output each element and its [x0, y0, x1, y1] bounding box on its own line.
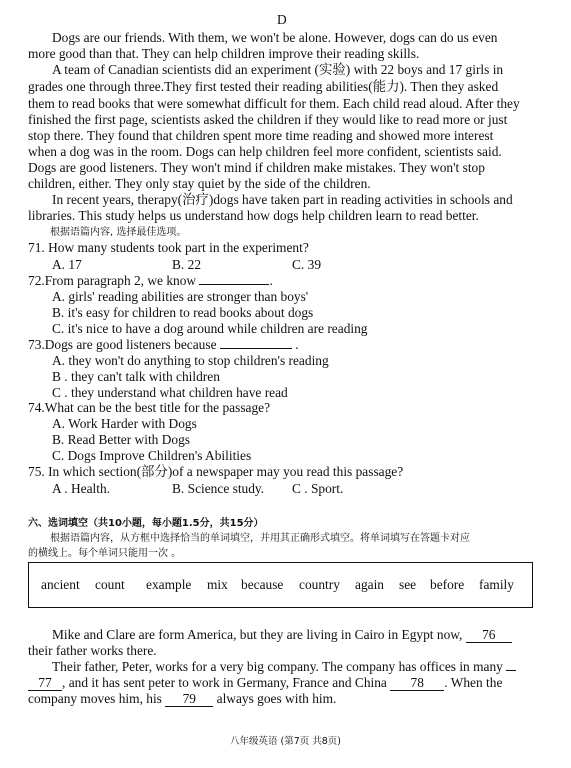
question-71-option-a[interactable]: A. 17 — [52, 257, 82, 272]
blank-79[interactable]: 79 — [165, 692, 213, 707]
section-6-instruction-line-2: 的横线上。每个单词只能用一次 。 — [28, 548, 182, 559]
paragraph-3-line-1: In recent years, therapy(治疗)dogs have taken part in reading activities in schools and — [52, 192, 513, 207]
paragraph-2-line-8: children, either. They only stay quiet by the side of the children. — [28, 176, 371, 191]
question-74-stem: 74.What can be the best title for the passage? — [28, 400, 271, 415]
cloze-line-4 — [28, 675, 502, 691]
word-bank-item: example — [146, 577, 192, 592]
cloze-line-2: their father works there. — [28, 643, 157, 658]
cloze-text: , and it has sent peter to work in Germany, France and China — [62, 675, 387, 690]
page-footer: 八年级英语 (第7页 共8页) — [229, 736, 342, 747]
question-73-blank[interactable] — [220, 348, 292, 349]
passage-letter: D — [277, 12, 287, 27]
blank-77[interactable]: 77 — [28, 676, 62, 691]
word-bank-box — [28, 562, 533, 608]
paragraph-1-line-2: more good than that. They can help children improve their reading skills. — [28, 46, 420, 61]
question-72-stem: 72.From paragraph 2, we know . — [28, 273, 273, 288]
word-bank-item: before — [430, 577, 465, 592]
cloze-text: always goes with him. — [216, 691, 337, 706]
section-6-instruction-line-1: 根据语篇内容，从方框中选择恰当的单词填空，并用其正确形式填空。将单词填写在答题卡对应 — [50, 533, 470, 544]
word-bank-item: see — [399, 577, 417, 592]
question-73-option-a[interactable]: A. they won't do anything to stop children's reading — [52, 353, 329, 368]
question-74-option-b[interactable]: B. Read Better with Dogs — [52, 432, 190, 447]
word-bank-item: count — [95, 577, 125, 592]
question-71-option-c[interactable]: C. 39 — [292, 257, 322, 272]
cloze-text: Their father, Peter, works for a very big company. The company has offices in many — [52, 659, 503, 674]
paragraph-2-line-4: finished the first page, scientists asked the children if they would like to read more or just — [28, 112, 508, 127]
question-73-text: 73.Dogs are good listeners because — [28, 337, 217, 352]
blank-77-start[interactable] — [506, 670, 516, 671]
word-bank-item: ancient — [41, 577, 80, 592]
word-bank-item: again — [355, 577, 384, 592]
cloze-line-1 — [52, 627, 512, 643]
word-bank-item: mix — [207, 577, 228, 592]
question-73-stem: 73.Dogs are good listeners because . — [28, 337, 299, 352]
question-75-option-c[interactable]: C . Sport. — [292, 481, 344, 496]
cloze-line-3 — [52, 659, 516, 675]
cloze-text: Mike and Clare are form America, but they are living in Cairo in Egypt now, — [52, 627, 463, 642]
paragraph-2-line-1: A team of Canadian scientists did an experiment (实验) with 22 boys and 17 girls in — [52, 62, 504, 77]
section-6-heading: 六、选词填空（共10小题，每小题1.5分，共15分） — [28, 518, 264, 529]
word-bank-item: country — [299, 577, 340, 592]
paragraph-2-line-5: stop there. They found that children spent more time reading and showed more interest — [28, 128, 494, 143]
question-71-option-b[interactable]: B. 22 — [172, 257, 202, 272]
word-bank-item: because — [241, 577, 284, 592]
question-73-option-b[interactable]: B . they can't talk with children — [52, 369, 220, 384]
question-71-stem: 71. How many students took part in the experiment? — [28, 240, 309, 255]
reading-instruction: 根据语篇内容, 选择最佳选项。 — [50, 227, 187, 238]
question-75-option-a[interactable]: A . Health. — [52, 481, 111, 496]
question-72-option-b[interactable]: B. it's easy for children to read books about dogs — [52, 305, 314, 320]
paragraph-1-line-1: Dogs are our friends. With them, we won't be alone. However, dogs can do us even — [52, 30, 498, 45]
question-74-option-a[interactable]: A. Work Harder with Dogs — [52, 416, 197, 431]
question-74-option-c[interactable]: C. Dogs Improve Children's Abilities — [52, 448, 252, 463]
question-73-option-c[interactable]: C . they understand what children have read — [52, 385, 288, 400]
question-75-stem: 75. In which section(部分)of a newspaper may you read this passage? — [28, 464, 404, 479]
blank-78[interactable]: 78 — [390, 676, 444, 691]
word-bank-item: family — [479, 577, 514, 592]
question-72-option-c[interactable]: C. it's nice to have a dog around while children are reading — [52, 321, 368, 336]
paragraph-2-line-7: Dogs are good listeners. They won't mind if children make mistakes. They won't stop — [28, 160, 485, 175]
question-72-text: 72.From paragraph 2, we know — [28, 273, 197, 288]
cloze-text: company moves him, his — [28, 691, 162, 706]
paragraph-2-line-3: them to read books that were somewhat difficult for them. Each child read aloud. After they — [28, 96, 520, 111]
cloze-line-5 — [28, 691, 336, 707]
paragraph-2-line-6: when a dog was in the room. Dogs can help children feel more confident, scientists said. — [28, 144, 502, 159]
question-75-option-b[interactable]: B. Science study. — [172, 481, 265, 496]
question-72-blank[interactable] — [199, 284, 269, 285]
paragraph-3-line-2: libraries. This study helps us understand how dogs help children learn to read better. — [28, 208, 479, 223]
cloze-text: . When the — [444, 675, 503, 690]
question-72-option-a[interactable]: A. girls' reading abilities are stronger than boys' — [52, 289, 309, 304]
paragraph-2-line-2: grades one through three.They first tested their reading abilities(能力). Then they asked — [28, 79, 499, 94]
blank-76[interactable]: 76 — [466, 628, 512, 643]
